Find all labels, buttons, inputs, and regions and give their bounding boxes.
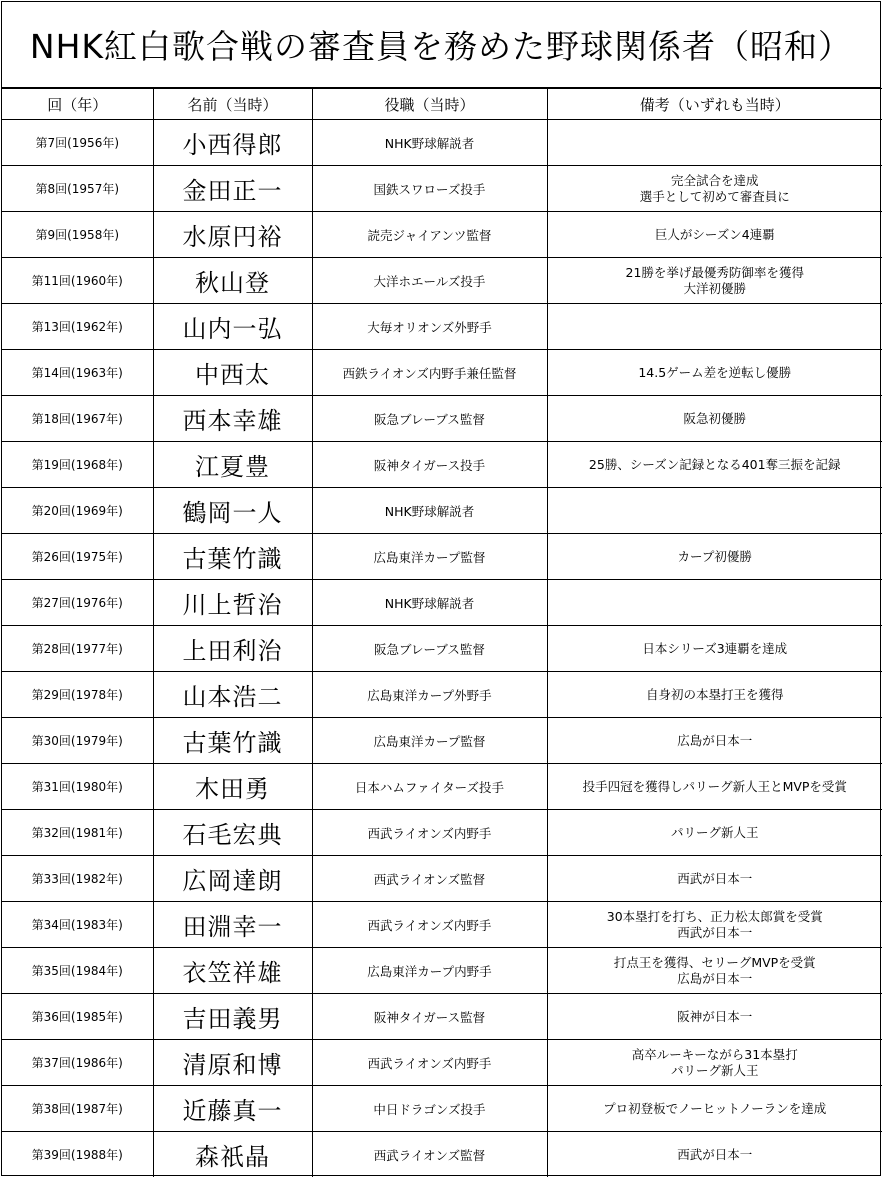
name-cell: 山本浩二 xyxy=(153,672,312,718)
role-cell: 阪神タイガース投手 xyxy=(312,442,547,488)
table-row xyxy=(2,1086,882,1132)
notes-cell: 打点王を獲得、セリーグMVPを受賞 広島が日本一 xyxy=(547,948,882,994)
table-body xyxy=(2,120,882,1178)
role-cell: 広島東洋カープ監督 xyxy=(312,718,547,764)
role-cell: 広島東洋カープ監督 xyxy=(312,534,547,580)
table-row xyxy=(2,442,882,488)
role-cell: 中日ドラゴンズ投手 xyxy=(312,1086,547,1132)
episode-cell: 第8回(1957年) xyxy=(2,166,153,212)
table-row xyxy=(2,994,882,1040)
episode-cell: 第26回(1975年) xyxy=(2,534,153,580)
page-title: NHK紅白歌合戦の審査員を務めた野球関係者（昭和） xyxy=(2,2,880,88)
name-cell: 衣笠祥雄 xyxy=(153,948,312,994)
name-cell: 金田正一 xyxy=(153,166,312,212)
table-row xyxy=(2,856,882,902)
notes-cell xyxy=(547,580,882,626)
header-role: 役職（当時） xyxy=(312,89,547,120)
role-cell: 読売ジャイアンツ監督 xyxy=(312,212,547,258)
table-row xyxy=(2,626,882,672)
role-cell: NHK野球解説者 xyxy=(312,488,547,534)
table-row xyxy=(2,1040,882,1086)
role-cell: 阪急ブレーブス監督 xyxy=(312,626,547,672)
name-cell: 江夏豊 xyxy=(153,442,312,488)
episode-cell: 第14回(1963年) xyxy=(2,350,153,396)
episode-cell: 第36回(1985年) xyxy=(2,994,153,1040)
role-cell: 西武ライオンズ内野手 xyxy=(312,1040,547,1086)
name-cell: 木田勇 xyxy=(153,764,312,810)
role-cell: 西武ライオンズ内野手 xyxy=(312,902,547,948)
table-row xyxy=(2,948,882,994)
notes-cell: 30本塁打を打ち、正力松太郎賞を受賞 西武が日本一 xyxy=(547,902,882,948)
notes-cell: 巨人がシーズン4連覇 xyxy=(547,212,882,258)
name-cell: 秋山登 xyxy=(153,258,312,304)
role-cell: 大毎オリオンズ外野手 xyxy=(312,304,547,350)
name-cell: 田淵幸一 xyxy=(153,902,312,948)
name-cell: 中西太 xyxy=(153,350,312,396)
name-cell: 吉田義男 xyxy=(153,994,312,1040)
table-row xyxy=(2,488,882,534)
notes-cell: プロ初登板でノーヒットノーランを達成 xyxy=(547,1086,882,1132)
role-cell: 西鉄ライオンズ内野手兼任監督 xyxy=(312,350,547,396)
notes-cell: カープ初優勝 xyxy=(547,534,882,580)
notes-cell: 日本シリーズ3連覇を達成 xyxy=(547,626,882,672)
episode-cell: 第11回(1960年) xyxy=(2,258,153,304)
table-row xyxy=(2,304,882,350)
episode-cell: 第27回(1976年) xyxy=(2,580,153,626)
table-row xyxy=(2,902,882,948)
table-row xyxy=(2,166,882,212)
name-cell: 石毛宏典 xyxy=(153,810,312,856)
notes-cell: 25勝、シーズン記録となる401奪三振を記録 xyxy=(547,442,882,488)
role-cell: 広島東洋カープ内野手 xyxy=(312,948,547,994)
name-cell: 山内一弘 xyxy=(153,304,312,350)
name-cell: 水原円裕 xyxy=(153,212,312,258)
table-row xyxy=(2,810,882,856)
episode-cell: 第35回(1984年) xyxy=(2,948,153,994)
name-cell: 古葉竹識 xyxy=(153,534,312,580)
header-episode: 回（年） xyxy=(2,89,153,120)
episode-cell: 第29回(1978年) xyxy=(2,672,153,718)
episode-cell: 第7回(1956年) xyxy=(2,120,153,166)
table-row xyxy=(2,580,882,626)
episode-cell: 第9回(1958年) xyxy=(2,212,153,258)
episode-cell: 第30回(1979年) xyxy=(2,718,153,764)
notes-cell: 21勝を挙げ最優秀防御率を獲得 大洋初優勝 xyxy=(547,258,882,304)
episode-cell: 第37回(1986年) xyxy=(2,1040,153,1086)
notes-cell: 広島が日本一 xyxy=(547,718,882,764)
episode-cell: 第19回(1968年) xyxy=(2,442,153,488)
episode-cell: 第28回(1977年) xyxy=(2,626,153,672)
episode-cell: 第34回(1983年) xyxy=(2,902,153,948)
name-cell: 清原和博 xyxy=(153,1040,312,1086)
notes-cell: 14.5ゲーム差を逆転し優勝 xyxy=(547,350,882,396)
notes-cell: 自身初の本塁打王を獲得 xyxy=(547,672,882,718)
judges-table xyxy=(2,88,882,1177)
role-cell: 大洋ホエールズ投手 xyxy=(312,258,547,304)
role-cell: NHK野球解説者 xyxy=(312,580,547,626)
role-cell: 国鉄スワローズ投手 xyxy=(312,166,547,212)
name-cell: 西本幸雄 xyxy=(153,396,312,442)
notes-cell: 阪急初優勝 xyxy=(547,396,882,442)
episode-cell: 第33回(1982年) xyxy=(2,856,153,902)
episode-cell: 第38回(1987年) xyxy=(2,1086,153,1132)
table-row xyxy=(2,120,882,166)
table-row xyxy=(2,1132,882,1178)
header-notes: 備考（いずれも当時） xyxy=(547,89,882,120)
table-header-row xyxy=(2,89,882,120)
name-cell: 上田利治 xyxy=(153,626,312,672)
name-cell: 近藤真一 xyxy=(153,1086,312,1132)
notes-cell: 高卒ルーキーながら31本塁打 パリーグ新人王 xyxy=(547,1040,882,1086)
notes-cell xyxy=(547,120,882,166)
role-cell: 西武ライオンズ内野手 xyxy=(312,810,547,856)
notes-cell: 投手四冠を獲得しパリーグ新人王とMVPを受賞 xyxy=(547,764,882,810)
name-cell: 鶴岡一人 xyxy=(153,488,312,534)
role-cell: NHK野球解説者 xyxy=(312,120,547,166)
table-row xyxy=(2,396,882,442)
header-name: 名前（当時） xyxy=(153,89,312,120)
notes-cell: パリーグ新人王 xyxy=(547,810,882,856)
role-cell: 西武ライオンズ監督 xyxy=(312,856,547,902)
name-cell: 小西得郎 xyxy=(153,120,312,166)
role-cell: 広島東洋カープ外野手 xyxy=(312,672,547,718)
table-row xyxy=(2,764,882,810)
table-row xyxy=(2,672,882,718)
episode-cell: 第18回(1967年) xyxy=(2,396,153,442)
name-cell: 古葉竹識 xyxy=(153,718,312,764)
notes-cell xyxy=(547,304,882,350)
notes-cell: 西武が日本一 xyxy=(547,856,882,902)
table-row xyxy=(2,534,882,580)
role-cell: 西武ライオンズ監督 xyxy=(312,1132,547,1178)
name-cell: 川上哲治 xyxy=(153,580,312,626)
name-cell: 森祇晶 xyxy=(153,1132,312,1178)
episode-cell: 第32回(1981年) xyxy=(2,810,153,856)
notes-cell: 西武が日本一 xyxy=(547,1132,882,1178)
notes-cell xyxy=(547,488,882,534)
table-row xyxy=(2,350,882,396)
table-row xyxy=(2,258,882,304)
episode-cell: 第20回(1969年) xyxy=(2,488,153,534)
document-sheet xyxy=(1,1,881,1176)
table-row xyxy=(2,212,882,258)
episode-cell: 第31回(1980年) xyxy=(2,764,153,810)
episode-cell: 第13回(1962年) xyxy=(2,304,153,350)
role-cell: 阪神タイガース監督 xyxy=(312,994,547,1040)
role-cell: 日本ハムファイターズ投手 xyxy=(312,764,547,810)
table-row xyxy=(2,718,882,764)
episode-cell: 第39回(1988年) xyxy=(2,1132,153,1178)
role-cell: 阪急ブレーブス監督 xyxy=(312,396,547,442)
notes-cell: 完全試合を達成 選手として初めて審査員に xyxy=(547,166,882,212)
notes-cell: 阪神が日本一 xyxy=(547,994,882,1040)
name-cell: 広岡達朗 xyxy=(153,856,312,902)
